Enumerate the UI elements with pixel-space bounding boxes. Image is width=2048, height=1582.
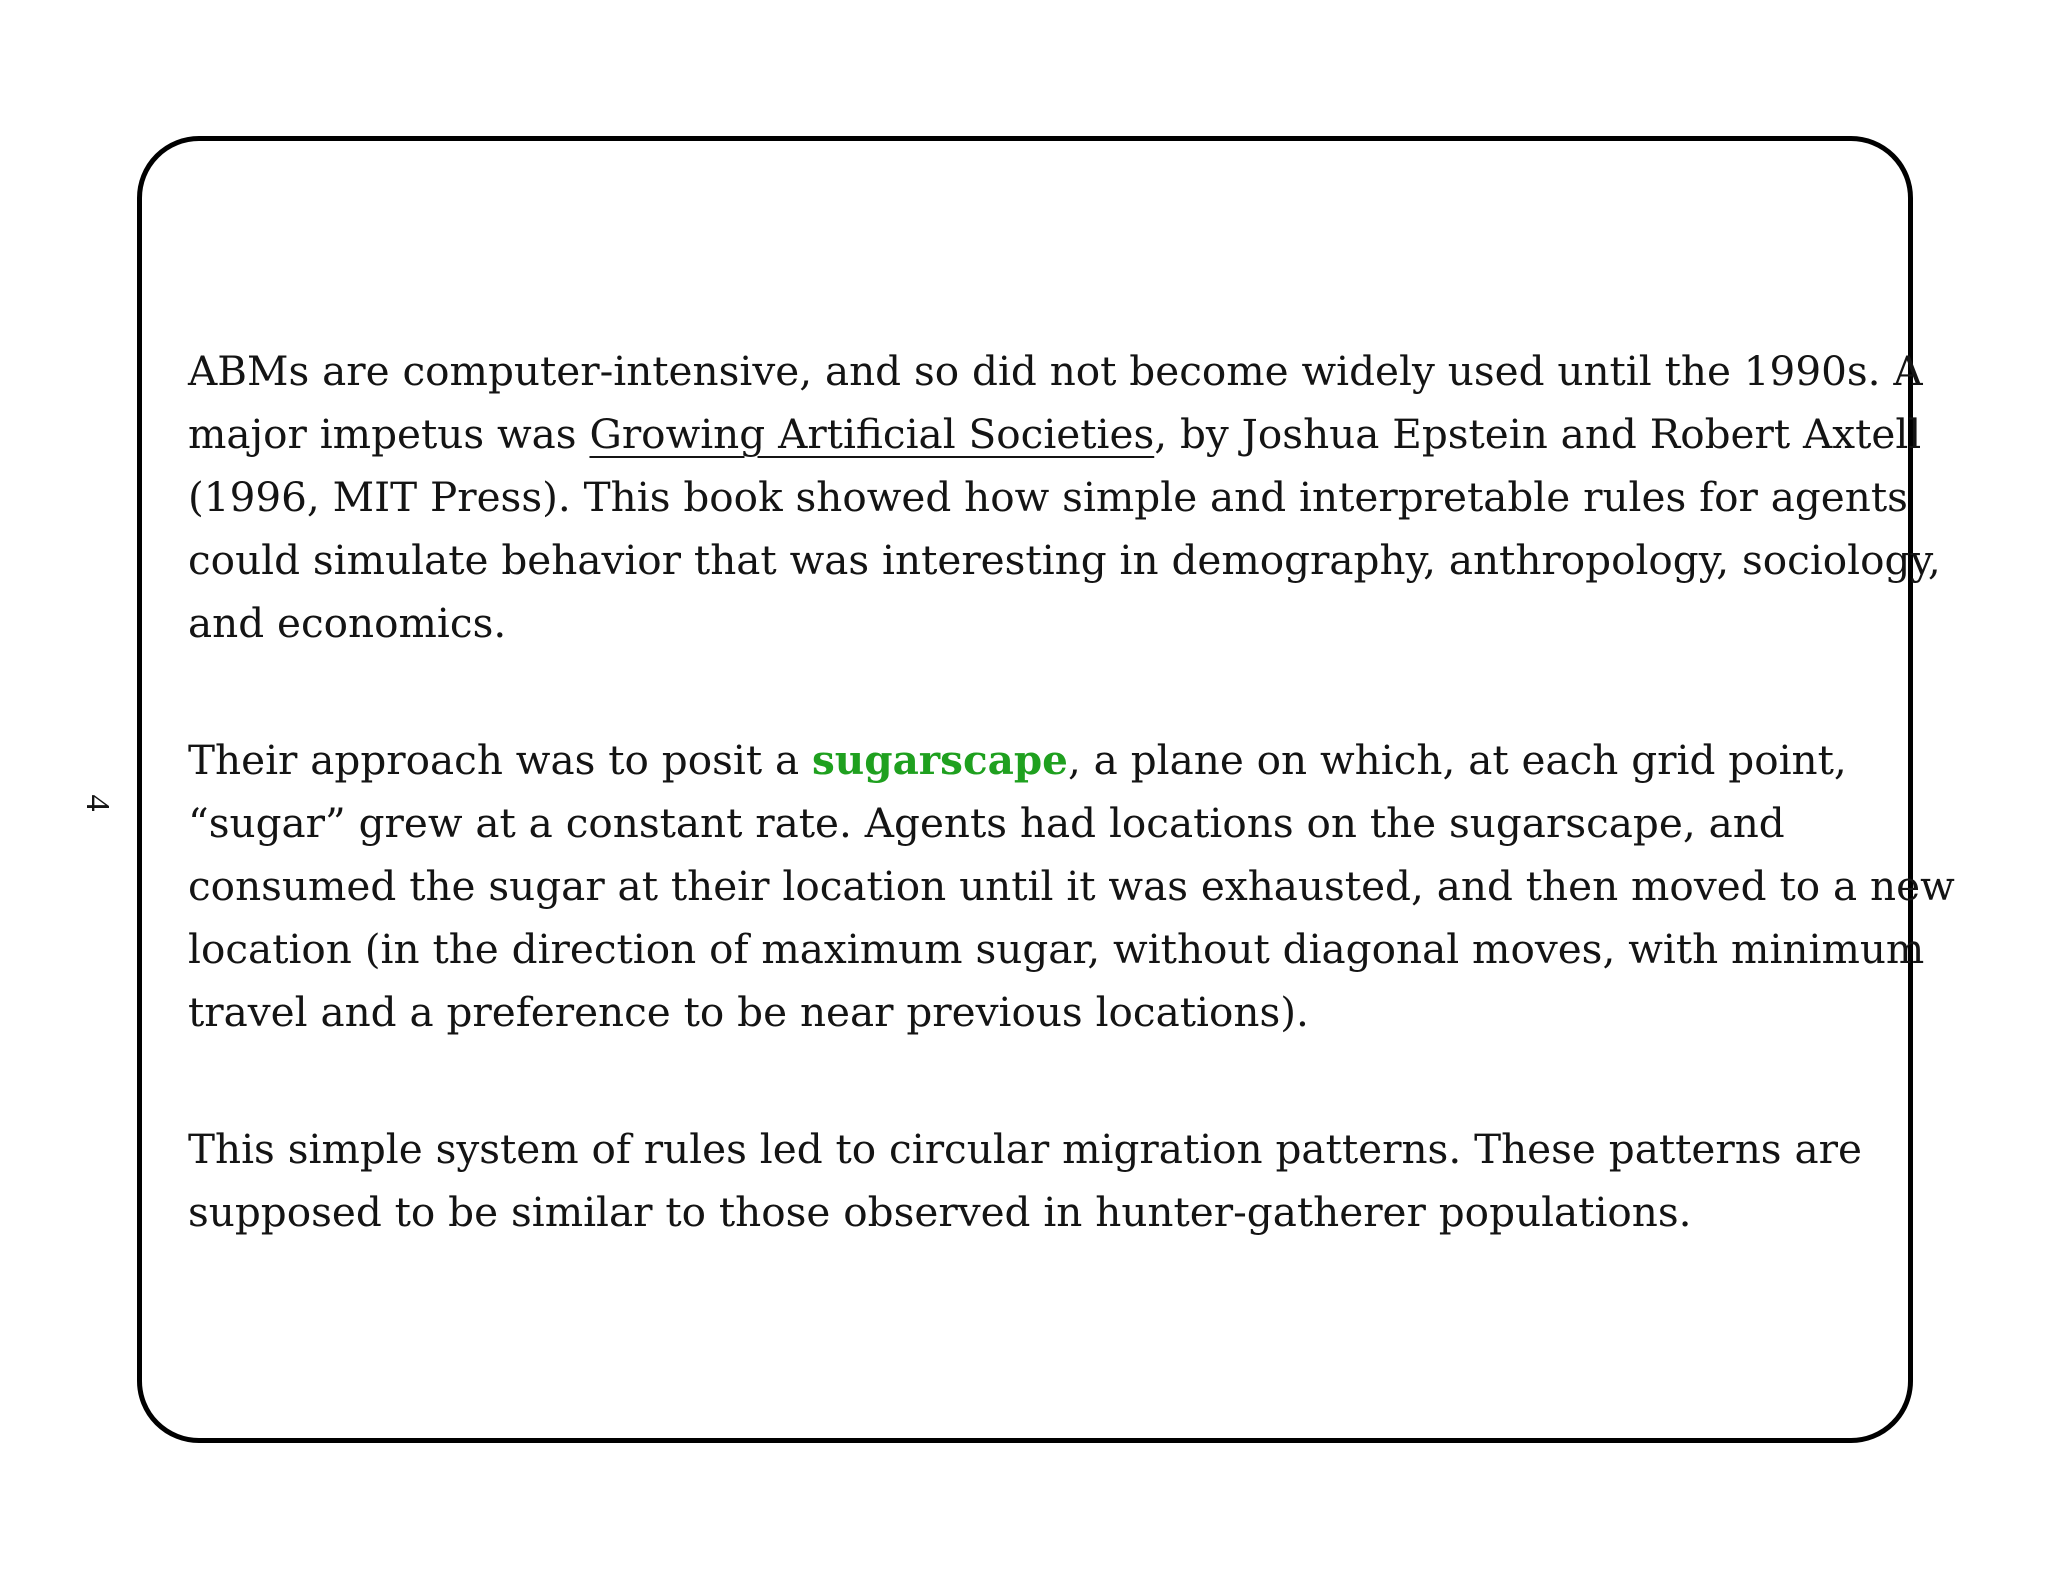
text-line: This simple system of rules led to circular migration patterns. These patterns are xyxy=(188,1125,1862,1173)
page-number: 4 xyxy=(79,794,116,812)
book-title: Growing Artificial Societies xyxy=(589,410,1155,458)
slide-body xyxy=(188,340,1955,1244)
text-fragment: Their approach was to posit a xyxy=(188,736,812,784)
text-line: “sugar” grew at a constant rate. Agents had locations on the sugarscape, and xyxy=(188,799,1785,847)
text-line: location (in the direction of maximum sugar, without diagonal moves, with minimum xyxy=(188,925,1925,973)
text-line: (1996, MIT Press). This book showed how simple and interpretable rules for agents xyxy=(188,473,1908,521)
paragraph-abm-history xyxy=(188,340,1941,655)
text-fragment: , by Joshua Epstein and Robert Axtell xyxy=(1154,410,1922,458)
text-fragment: , a plane on which, at each grid point, xyxy=(1067,736,1847,784)
paragraph-sugarscape xyxy=(188,729,1955,1044)
text-line: ABMs are computer-intensive, and so did not become widely used until the 1990s. A xyxy=(188,347,1923,395)
text-fragment: major impetus was xyxy=(188,410,590,458)
text-line: supposed to be similar to those observed in hunter-gatherer populations. xyxy=(188,1188,1692,1236)
text-line: consumed the sugar at their location until it was exhausted, and then moved to a new xyxy=(188,862,1955,910)
paragraph-migration xyxy=(188,1118,1902,1244)
text-line xyxy=(188,729,1902,792)
text-line: travel and a preference to be near previous locations). xyxy=(188,988,1309,1036)
text-line: and economics. xyxy=(188,599,507,647)
text-line: could simulate behavior that was interesting in demography, anthropology, sociology, xyxy=(188,536,1941,584)
text-line xyxy=(188,403,1922,466)
highlighted-term: sugarscape xyxy=(812,736,1068,784)
